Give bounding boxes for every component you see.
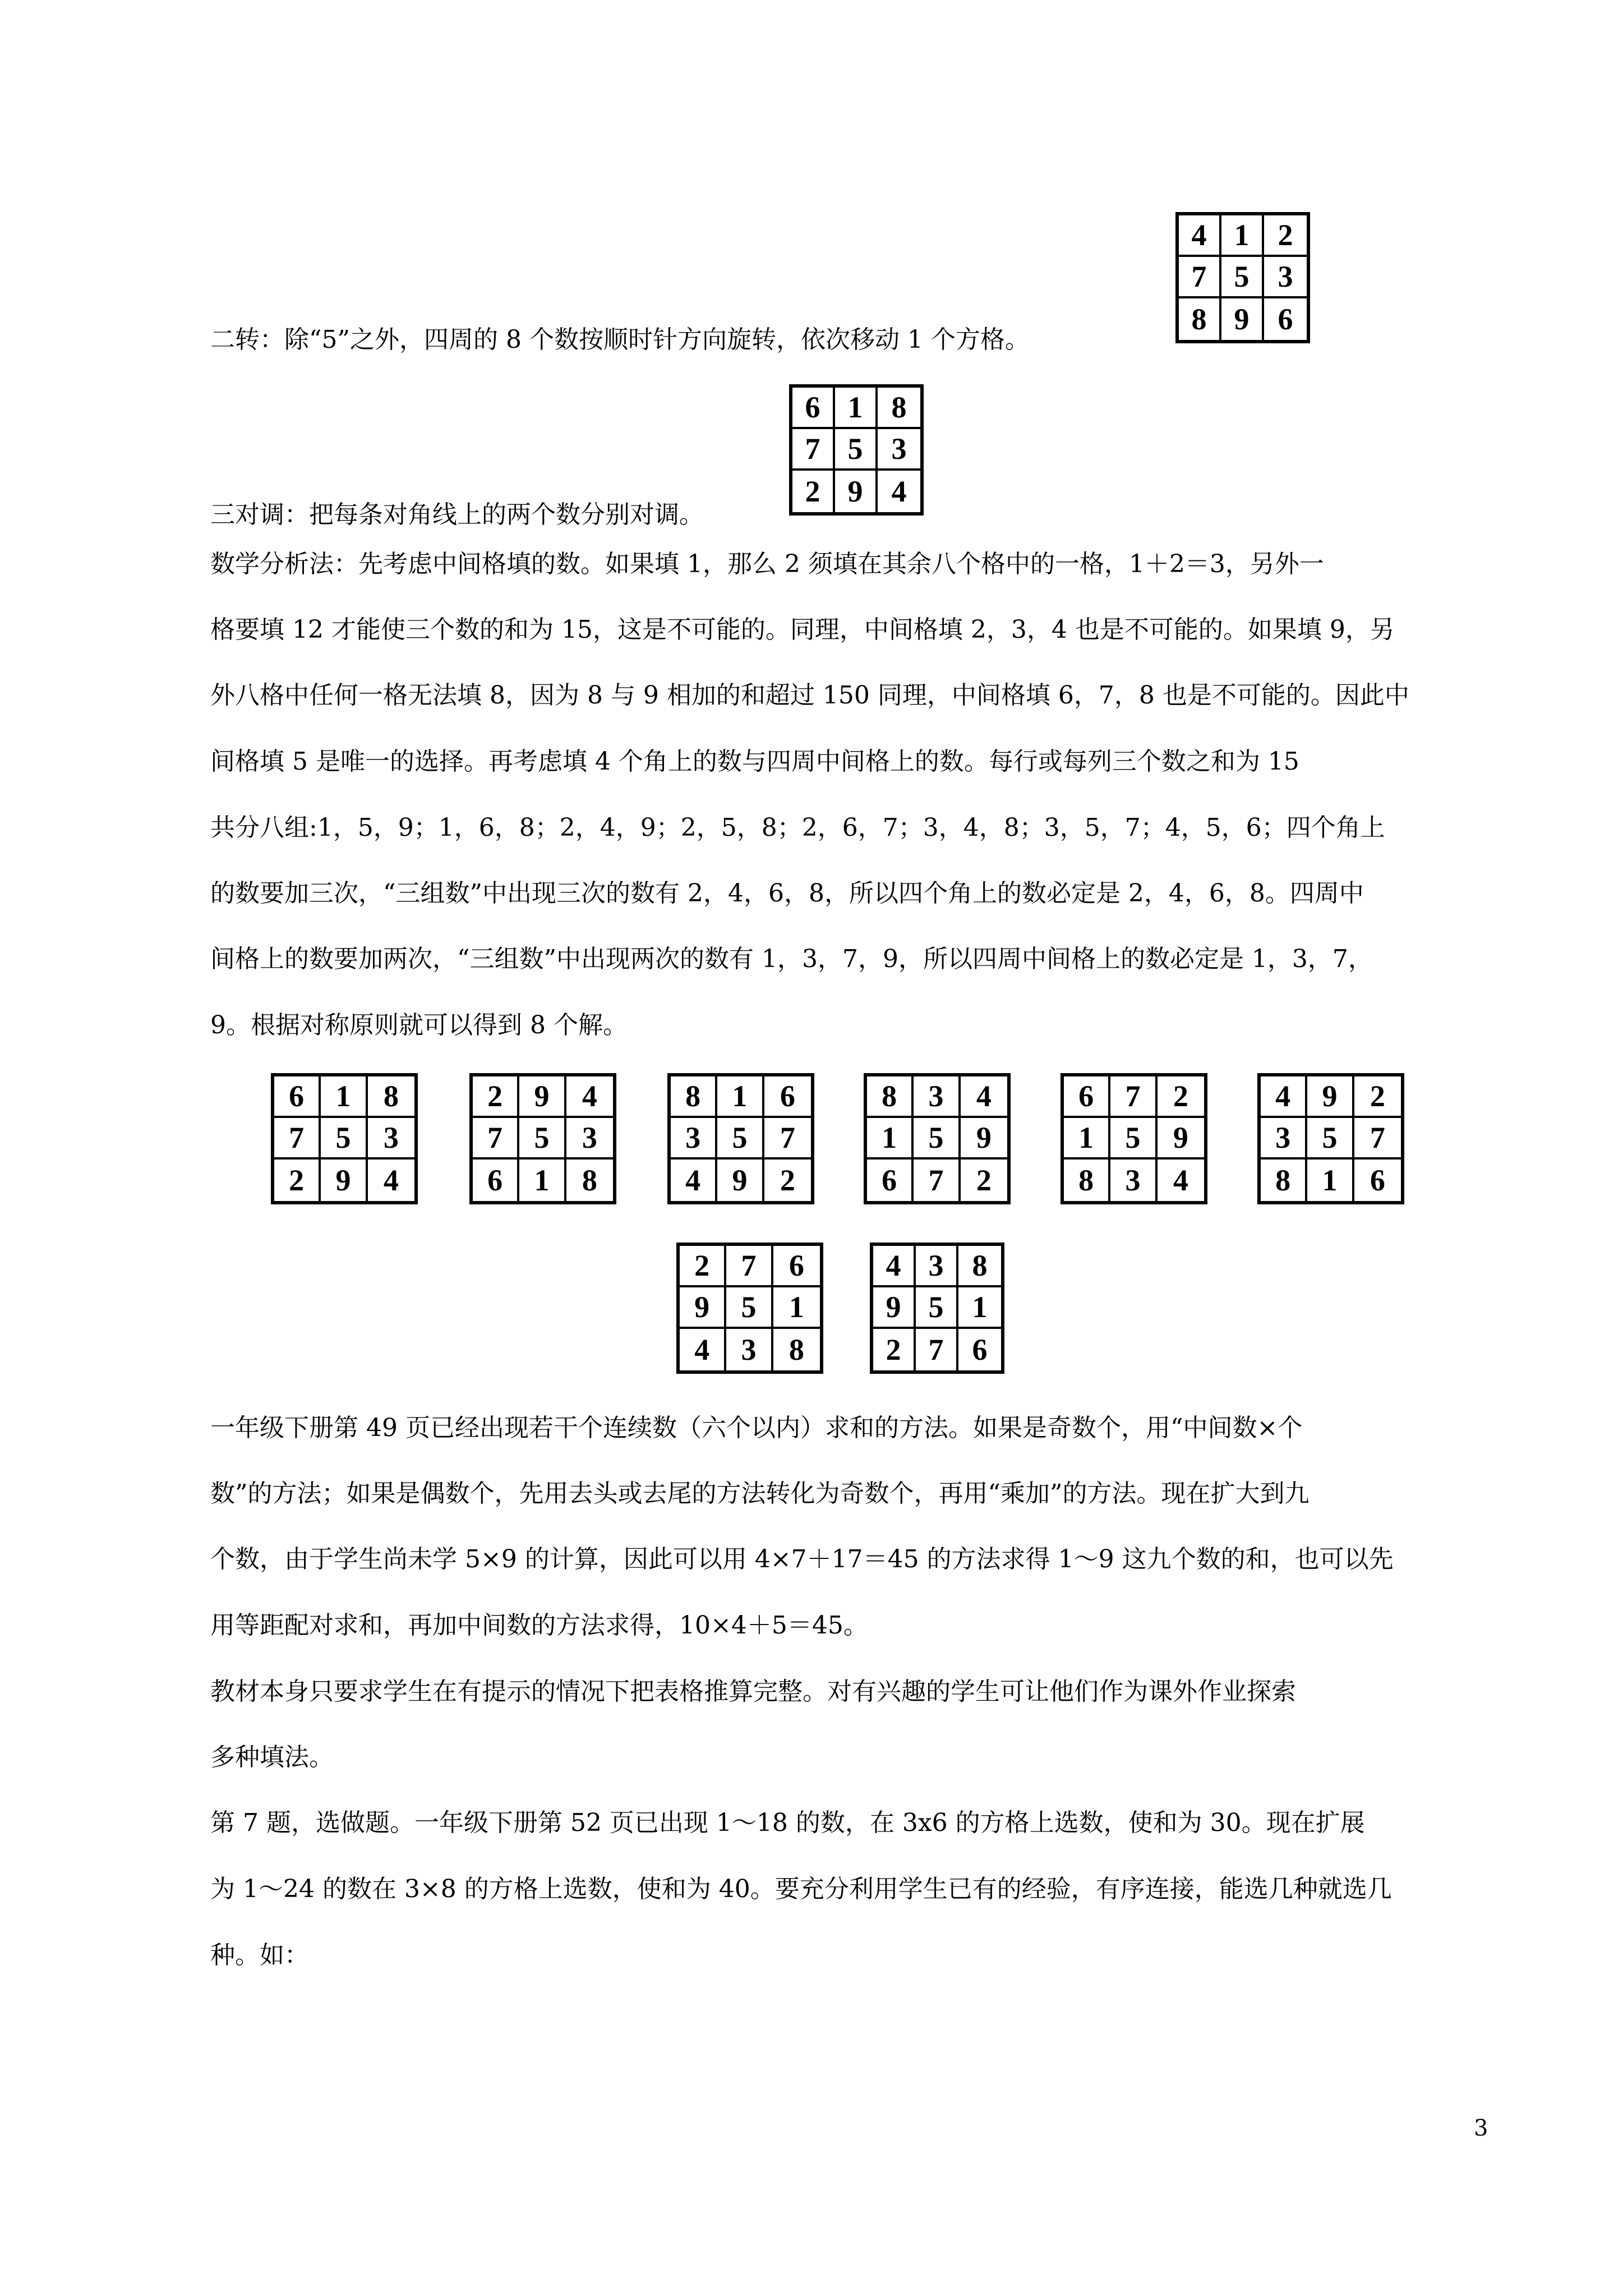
grid-cell: 5 [914, 1118, 960, 1159]
grid-cell: 6 [1370, 1163, 1385, 1197]
text-line-textbook-1: 教材本身只要求学生在有提示的情况下把表格推算完整。对有兴趣的学生可让他们作为课外作业探索 [210, 1677, 1296, 1706]
magic-square-solution-2 [469, 1073, 616, 1204]
grid-cell: 5 [835, 429, 878, 471]
grid-cell: 2 [680, 1246, 726, 1287]
text-line-swap: 三对调：把每条对角线上的两个数分别对调。 [210, 500, 704, 529]
grid-cell: 8 [867, 1076, 914, 1118]
grid-cell: 6 [972, 1333, 988, 1366]
grid-cell: 7 [473, 1118, 519, 1159]
grid-cell: 5 [1221, 257, 1264, 298]
text-line-sum-3: 个数，由于学生尚未学 5×9 的计算，因此可以用 4×7＋17＝45 的方法求得 1～9 这九个数的和，也可以先 [210, 1545, 1394, 1573]
grid-cell: 4 [1261, 1076, 1307, 1118]
magic-square-swapped [789, 384, 924, 516]
grid-cell: 5 [726, 1287, 773, 1329]
grid-cell: 8 [1064, 1159, 1110, 1201]
grid-cell: 4 [873, 1246, 916, 1287]
grid-cell: 1 [1064, 1118, 1110, 1159]
grid-cell: 7 [792, 429, 835, 471]
grid-cell: 3 [671, 1118, 717, 1159]
grid-cell: 9 [835, 471, 878, 512]
grid-cell: 7 [1110, 1076, 1157, 1118]
grid-cell: 6 [867, 1159, 914, 1201]
magic-square-solution-3 [667, 1073, 814, 1204]
grid-cell: 4 [1179, 215, 1221, 257]
grid-cell: 9 [961, 1118, 1007, 1159]
grid-cell: 3 [878, 429, 920, 471]
grid-cell: 1 [717, 1076, 764, 1118]
grid-cell: 5 [916, 1287, 958, 1329]
grid-cell: 7 [916, 1329, 958, 1370]
grid-cell: 5 [519, 1118, 566, 1159]
grid-cell: 4 [961, 1076, 1007, 1118]
text-line-analysis-4: 间格填 5 是唯一的选择。再考虑填 4 个角上的数与四周中间格上的数。每行或每列三个数之和为 15 [210, 747, 1299, 776]
grid-cell: 1 [958, 1287, 1001, 1329]
grid-cell: 5 [1307, 1118, 1354, 1159]
grid-cell: 1 [835, 388, 878, 429]
grid-cell: 3 [1110, 1159, 1157, 1201]
page-number: 3 [1474, 2115, 1488, 2141]
grid-cell: 9 [873, 1287, 916, 1329]
text-line-sum-2: 数”的方法；如果是偶数个，先用去头或去尾的方法转化为奇数个，再用“乘加”的方法。现在扩大到九 [210, 1479, 1310, 1508]
grid-cell: 8 [1261, 1159, 1307, 1201]
grid-cell: 6 [274, 1076, 321, 1118]
grid-cell: 1 [773, 1287, 820, 1329]
grid-cell: 6 [1278, 302, 1293, 336]
grid-cell: 8 [368, 1076, 414, 1118]
text-line-groups-3: 间格上的数要加两次，“三组数”中出现两次的数有 1，3，7，9，所以四周中间格上的数必定是 1，3，7， [210, 945, 1373, 973]
magic-square-solution-4 [864, 1073, 1011, 1204]
magic-square-rotated [1175, 212, 1310, 343]
magic-square-solution-8 [870, 1243, 1004, 1374]
grid-cell: 3 [914, 1076, 960, 1118]
grid-cell: 1 [867, 1118, 914, 1159]
grid-cell: 6 [473, 1159, 519, 1201]
magic-square-solution-1 [271, 1073, 418, 1204]
grid-cell: 9 [1221, 298, 1264, 340]
grid-cell: 4 [1173, 1163, 1188, 1197]
magic-square-solution-7 [676, 1243, 823, 1374]
grid-cell: 9 [1158, 1118, 1204, 1159]
grid-cell: 8 [878, 388, 920, 429]
text-line-textbook-2: 多种填法。 [210, 1743, 334, 1772]
grid-cell: 8 [582, 1163, 597, 1197]
grid-cell: 6 [773, 1246, 820, 1287]
grid-cell: 8 [1179, 298, 1221, 340]
grid-cell: 7 [1179, 257, 1221, 298]
grid-cell: 6 [792, 388, 835, 429]
grid-cell: 5 [717, 1118, 764, 1159]
text-line-sum-1: 一年级下册第 49 页已经出现若干个连续数（六个以内）求和的方法。如果是奇数个，用“中间数×个 [210, 1414, 1303, 1442]
grid-cell: 4 [566, 1076, 613, 1118]
magic-square-solution-5 [1061, 1073, 1207, 1204]
grid-cell: 1 [321, 1076, 367, 1118]
grid-cell: 2 [873, 1329, 916, 1370]
grid-cell: 2 [1264, 215, 1307, 257]
grid-cell: 2 [976, 1163, 992, 1197]
grid-cell: 3 [726, 1329, 773, 1370]
grid-cell: 7 [914, 1159, 960, 1201]
grid-cell: 9 [1307, 1076, 1354, 1118]
text-line-analysis-3: 外八格中任何一格无法填 8，因为 8 与 9 相加的和超过 150 同理，中间格填 6，7，8 也是不可能的。因此中 [210, 681, 1409, 710]
grid-cell: 3 [916, 1246, 958, 1287]
grid-cell: 1 [1221, 215, 1264, 257]
grid-cell: 3 [1261, 1118, 1307, 1159]
grid-cell: 7 [274, 1118, 321, 1159]
grid-cell: 8 [789, 1333, 804, 1366]
text-line-rotate: 二转：除“5”之外，四周的 8 个数按顺时针方向旋转，依次移动 1 个方格。 [210, 325, 1030, 354]
grid-cell: 2 [780, 1163, 795, 1197]
grid-cell: 3 [368, 1118, 414, 1159]
grid-cell: 9 [717, 1159, 764, 1201]
grid-cell: 9 [680, 1287, 726, 1329]
grid-cell: 9 [519, 1076, 566, 1118]
text-line-exercise-3: 种。如： [210, 1941, 309, 1970]
grid-cell: 2 [792, 471, 835, 512]
grid-cell: 2 [473, 1076, 519, 1118]
text-line-sum-4: 用等距配对求和，再加中间数的方法求得，10×4＋5＝45。 [210, 1611, 868, 1640]
grid-cell: 8 [958, 1246, 1001, 1287]
grid-cell: 2 [1158, 1076, 1204, 1118]
text-line-groups-4: 9。根据对称原则就可以得到 8 个解。 [210, 1011, 628, 1039]
grid-cell: 9 [321, 1159, 367, 1201]
grid-cell: 7 [764, 1118, 811, 1159]
text-line-groups-2: 的数要加三次，“三组数”中出现三次的数有 2，4，6，8，所以四个角上的数必定是 2，4，6，8。四周中 [210, 879, 1364, 908]
grid-cell: 1 [519, 1159, 566, 1201]
grid-cell: 4 [671, 1159, 717, 1201]
grid-cell: 4 [891, 475, 907, 508]
grid-cell: 6 [1064, 1076, 1110, 1118]
grid-cell: 2 [1354, 1076, 1401, 1118]
grid-cell: 7 [726, 1246, 773, 1287]
grid-cell: 6 [764, 1076, 811, 1118]
grid-cell: 4 [383, 1163, 399, 1197]
text-line-groups-1: 共分八组:1，5，9；1，6，8；2，4，9；2，5，8；2，6，7；3，4，8；3，5，7；4，5，6；四个角上 [210, 813, 1385, 842]
grid-cell: 5 [1110, 1118, 1157, 1159]
grid-cell: 8 [671, 1076, 717, 1118]
grid-cell: 2 [274, 1159, 321, 1201]
text-line-analysis-2: 格要填 12 才能使三个数的和为 15，这是不可能的。同理，中间格填 2，3，4 也是不可能的。如果填 9，另 [210, 615, 1395, 644]
magic-square-solution-6 [1257, 1073, 1404, 1204]
grid-cell: 5 [321, 1118, 367, 1159]
text-line-analysis-1: 数学分析法：先考虑中间格填的数。如果填 1，那么 2 须填在其余八个格中的一格，1＋2＝3，另外一 [210, 550, 1324, 578]
grid-cell: 3 [1264, 257, 1307, 298]
grid-cell: 7 [1354, 1118, 1401, 1159]
grid-cell: 3 [566, 1118, 613, 1159]
text-line-exercise-2: 为 1～24 的数在 3×8 的方格上选数，使和为 40。要充分利用学生已有的经验，有序连接，能选几种就选几 [210, 1875, 1392, 1903]
grid-cell: 1 [1307, 1159, 1354, 1201]
grid-cell: 4 [680, 1329, 726, 1370]
text-line-exercise-1: 第 7 题，选做题。一年级下册第 52 页已出现 1～18 的数，在 3x6 的方格上选数，使和为 30。现在扩展 [210, 1809, 1365, 1837]
